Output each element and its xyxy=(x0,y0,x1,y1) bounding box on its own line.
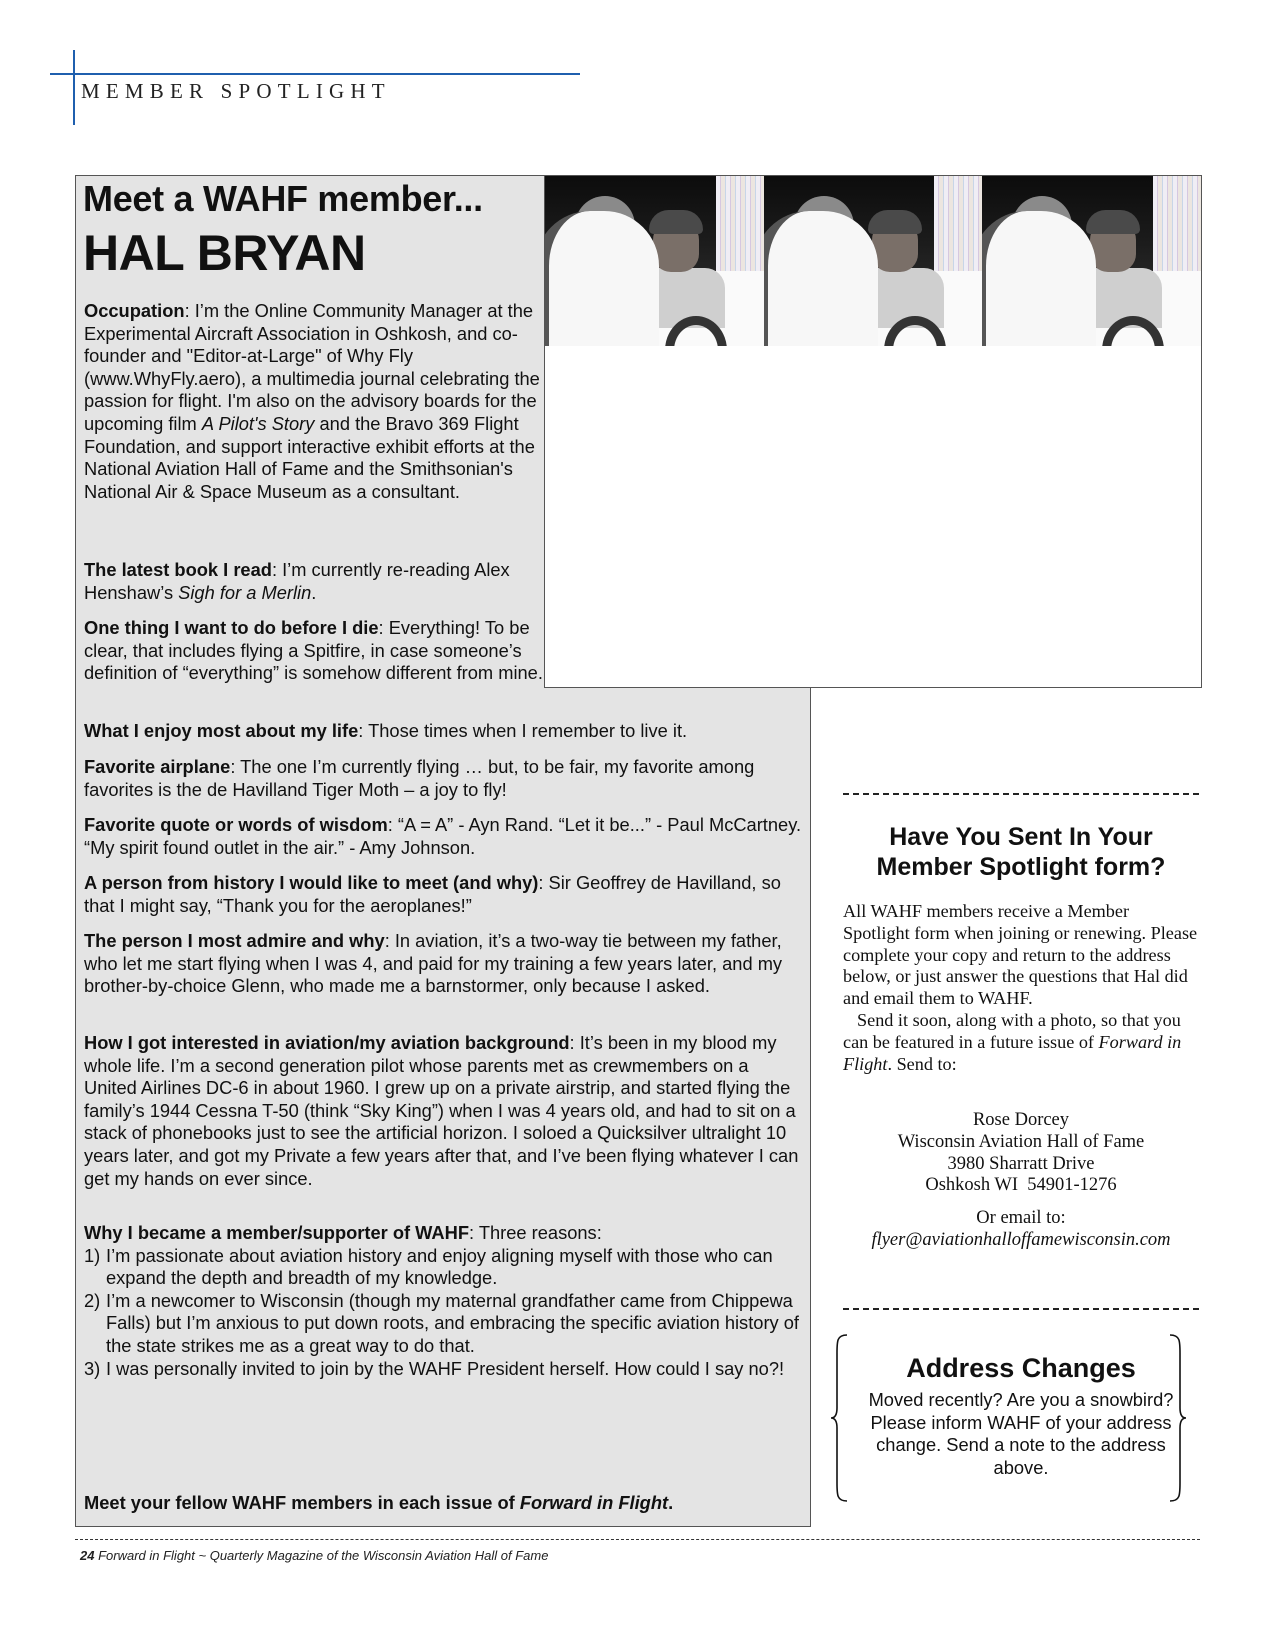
answer-favorite-airplane: Favorite airplane: The one I’m currently flying … but, to be fair, my favorite among favorites is the de Havilland Tiger Moth – a joy to fly! xyxy=(84,756,755,800)
film-title: A Pilot's Story xyxy=(201,412,315,434)
address-changes-title: Address Changes xyxy=(906,1353,1136,1383)
member-name: HAL BRYAN xyxy=(83,225,366,281)
mailing-address: Rose Dorcey Wisconsin Aviation Hall of Fame 3980 Sharratt Drive Oshkosh WI 54901-1276 xyxy=(897,1110,1145,1196)
question-label: Occupation xyxy=(84,300,185,321)
email-link[interactable]: flyer@aviationhalloffamewisconsin.com xyxy=(871,1230,1171,1250)
section-title: MEMBER SPOTLIGHT xyxy=(81,79,391,103)
answer-enjoy-most: What I enjoy most about my life: Those times when I remember to live it. xyxy=(84,720,688,741)
magazine-title: Forward in Flight xyxy=(519,1492,669,1513)
form-promo-body: All WAHF members receive a Member Spotlight form when joining or renewing. Please complete your copy and return to the address below, or just answer the questions that Hal did and email them to WAHF. Send it soon, along with a photo, so that you can be featured in a future issue of Forward in Flight. Send to: xyxy=(843,901,1198,1074)
question-label: One thing I want to do before I die xyxy=(84,617,379,638)
member-photo xyxy=(982,176,1201,346)
divider xyxy=(843,1308,1199,1310)
divider xyxy=(843,793,1199,795)
member-photo xyxy=(545,176,764,346)
question-label: Why I became a member/supporter of WAHF xyxy=(84,1222,469,1243)
question-label: The latest book I read xyxy=(84,559,272,580)
question-label: A person from history I would like to meet (and why) xyxy=(84,872,539,893)
header-rule-horizontal xyxy=(50,73,580,75)
header-rule-vertical xyxy=(73,50,75,125)
answer-aviation-background: How I got interested in aviation/my aviation background: It’s been in my blood my whole life. I’m a second generation pilot whose parents met as crewmembers on a United Airlines DC-6 in about 1960. I grew up on a private airstrip, and started flying the family’s 1944 Cessna T-50 (think “Sky King”) when I was 4 years old, and had to sit on a stack of phonebooks just to see the artificial horizon. I soloed a Quicksilver ultralight 10 years later, and got my Private a few years after that, and I’ve been flying whatever I can get my hands on ever since. xyxy=(84,1032,799,1189)
answer-most-admire: The person I most admire and why: In aviation, it’s a two-way tie between my father, who let me start flying when I was 4, and paid for my training a few years later, and my brother-by-choice Glenn, who made me a barnstormer, only because I asked. xyxy=(84,930,783,997)
spotlight-closing: Meet your fellow WAHF members in each issue of Forward in Flight. xyxy=(84,1492,674,1513)
member-photo-strip xyxy=(545,176,1201,346)
list-item: 3) I was personally invited to join by the WAHF President herself. How could I say no?! xyxy=(84,1357,785,1379)
book-title: Sigh for a Merlin xyxy=(178,581,312,603)
list-item: 1) I’m passionate about aviation history and enjoy aligning myself with those who can expand the depth and breadth of my knowledge. xyxy=(84,1244,773,1289)
email-label: Or email to: xyxy=(976,1208,1066,1228)
page-footer: 24 Forward in Flight ~ Quarterly Magazine of the Wisconsin Aviation Hall of Fame xyxy=(80,1548,549,1563)
magazine-title: Forward in Flight xyxy=(843,1031,1182,1074)
form-promo-title: Have You Sent In Your Member Spotlight form? xyxy=(876,823,1166,881)
question-label: Favorite airplane xyxy=(84,756,231,777)
answer-why-member: Why I became a member/supporter of WAHF: Three reasons: 1) I’m passionate about aviation history and enjoy aligning myself with those who can expand the depth and breadth of my knowledge. 2) I’m a newcomer to Wisconsin (though my maternal grandfather came from Chippewa Falls) but I’m anxious to put down roots, and embracing the specific aviation history of the state strikes me as a great way to do that. 3) I was personally invited to join by the WAHF President herself. How could I say no?! xyxy=(84,1222,804,1380)
answer-occupation: Occupation: I’m the Online Community Manager at the Experimental Aircraft Association in Oshkosh, and co-founder and "Editor-at-Large" of Why Fly (www.WhyFly.aero), a multimedia journal celebrating the passion for flight. I'm also on the advisory boards for the upcoming film A Pilot's Story and the Bravo 369 Flight Foundation, and support interactive exhibit efforts at the National Aviation Hall of Fame and the Smithsonian's National Air & Space Museum as a consultant. xyxy=(84,300,540,502)
reasons-list xyxy=(84,1245,804,1381)
address-changes-body: Moved recently? Are you a snowbird? Please inform WAHF of your address change. Send a note to the address above. xyxy=(868,1389,1174,1478)
question-label: Favorite quote or words of wisdom xyxy=(84,814,388,835)
question-label: The person I most admire and why xyxy=(84,930,385,951)
question-label: What I enjoy most about my life xyxy=(84,720,359,741)
list-item: 2) I’m a newcomer to Wisconsin (though my maternal grandfather came from Chippewa Falls) but I’m anxious to put down roots, and embracing the specific aviation history of the state strikes me as a great way to do that. xyxy=(84,1289,800,1356)
answer-latest-book: The latest book I read: I’m currently re-reading Alex Henshaw’s Sigh for a Merlin. xyxy=(84,559,510,603)
member-photo xyxy=(764,176,983,346)
answer-favorite-quote: Favorite quote or words of wisdom: “A = A” - Ayn Rand. “Let it be...” - Paul McCartney. “My spirit found outlet in the air.” - Amy Johnson. xyxy=(84,814,802,858)
spotlight-heading: Meet a WAHF member... xyxy=(83,178,483,219)
member-photo-panel xyxy=(544,175,1202,688)
page-number: 24 xyxy=(80,1548,95,1563)
answer-before-i-die: One thing I want to do before I die: Everything! To be clear, that includes flying a Spitfire, in case someone’s definition of “everything” is somehow different from mine. xyxy=(84,617,543,684)
question-label: How I got interested in aviation/my aviation background xyxy=(84,1032,570,1053)
footer-divider xyxy=(75,1539,1200,1540)
answer-person-from-history: A person from history I would like to meet (and why): Sir Geoffrey de Havilland, so that I might say, “Thank you for the aeroplanes!” xyxy=(84,872,781,916)
